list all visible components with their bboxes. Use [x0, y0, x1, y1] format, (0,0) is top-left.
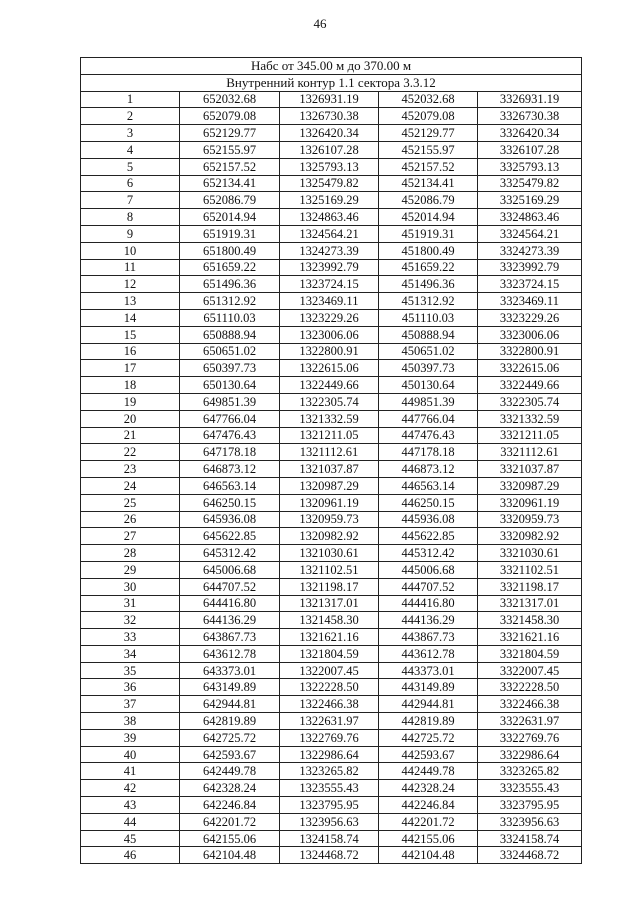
x-alt-coordinate-cell: 447476.43 — [379, 427, 478, 444]
x-alt-coordinate-cell: 445936.08 — [379, 511, 478, 528]
y-coordinate-cell: 1325479.82 — [280, 175, 379, 192]
y-coordinate-cell: 1321621.16 — [280, 629, 379, 646]
table-row — [81, 293, 582, 310]
x-coordinate-cell: 646873.12 — [180, 461, 280, 478]
x-coordinate-cell: 642246.84 — [180, 797, 280, 814]
x-alt-coordinate-cell: 451312.92 — [379, 293, 478, 310]
x-alt-coordinate-cell: 443612.78 — [379, 645, 478, 662]
contour-title-header: Внутренний контур 1.1 сектора 3.3.12 — [81, 74, 582, 91]
y-coordinate-cell: 1323469.11 — [280, 293, 379, 310]
y-coordinate-cell: 1322007.45 — [280, 662, 379, 679]
x-alt-coordinate-cell: 450888.94 — [379, 326, 478, 343]
y-coordinate-cell: 1322228.50 — [280, 679, 379, 696]
y-coordinate-cell: 1321102.51 — [280, 561, 379, 578]
x-alt-coordinate-cell: 451659.22 — [379, 259, 478, 276]
y-alt-coordinate-cell: 3325169.29 — [478, 192, 582, 209]
y-coordinate-cell: 1323795.95 — [280, 797, 379, 814]
table-row — [81, 645, 582, 662]
y-alt-coordinate-cell: 3326931.19 — [478, 91, 582, 108]
x-coordinate-cell: 643867.73 — [180, 629, 280, 646]
point-number-cell: 33 — [81, 629, 180, 646]
y-alt-coordinate-cell: 3324158.74 — [478, 830, 582, 847]
y-alt-coordinate-cell: 3323469.11 — [478, 293, 582, 310]
y-alt-coordinate-cell: 3324564.21 — [478, 225, 582, 242]
table-row — [81, 696, 582, 713]
x-coordinate-cell: 642944.81 — [180, 696, 280, 713]
x-coordinate-cell: 647766.04 — [180, 410, 280, 427]
y-coordinate-cell: 1322615.06 — [280, 360, 379, 377]
y-alt-coordinate-cell: 3322449.66 — [478, 377, 582, 394]
y-coordinate-cell: 1323724.15 — [280, 276, 379, 293]
y-coordinate-cell: 1322449.66 — [280, 377, 379, 394]
point-number-cell: 10 — [81, 242, 180, 259]
y-coordinate-cell: 1325793.13 — [280, 158, 379, 175]
table-row — [81, 125, 582, 142]
point-number-cell: 24 — [81, 477, 180, 494]
x-alt-coordinate-cell: 446873.12 — [379, 461, 478, 478]
x-coordinate-cell: 651496.36 — [180, 276, 280, 293]
y-coordinate-cell: 1323229.26 — [280, 309, 379, 326]
x-alt-coordinate-cell: 445622.85 — [379, 528, 478, 545]
coordinates-table — [80, 57, 582, 864]
y-alt-coordinate-cell: 3320959.73 — [478, 511, 582, 528]
y-coordinate-cell: 1321211.05 — [280, 427, 379, 444]
x-coordinate-cell: 652032.68 — [180, 91, 280, 108]
x-coordinate-cell: 644707.52 — [180, 578, 280, 595]
y-alt-coordinate-cell: 3322631.97 — [478, 713, 582, 730]
x-alt-coordinate-cell: 442328.24 — [379, 780, 478, 797]
y-alt-coordinate-cell: 3322228.50 — [478, 679, 582, 696]
y-alt-coordinate-cell: 3321804.59 — [478, 645, 582, 662]
point-number-cell: 20 — [81, 410, 180, 427]
table-row — [81, 797, 582, 814]
table-row — [81, 830, 582, 847]
y-alt-coordinate-cell: 3323265.82 — [478, 763, 582, 780]
point-number-cell: 5 — [81, 158, 180, 175]
y-alt-coordinate-cell: 3324273.39 — [478, 242, 582, 259]
point-number-cell: 16 — [81, 343, 180, 360]
y-coordinate-cell: 1320961.19 — [280, 494, 379, 511]
point-number-cell: 22 — [81, 444, 180, 461]
y-coordinate-cell: 1323956.63 — [280, 813, 379, 830]
y-coordinate-cell: 1321030.61 — [280, 545, 379, 562]
y-coordinate-cell: 1324468.72 — [280, 847, 379, 864]
table-row — [81, 612, 582, 629]
y-alt-coordinate-cell: 3321317.01 — [478, 595, 582, 612]
point-number-cell: 44 — [81, 813, 180, 830]
y-alt-coordinate-cell: 3321458.30 — [478, 612, 582, 629]
x-coordinate-cell: 645622.85 — [180, 528, 280, 545]
x-coordinate-cell: 646250.15 — [180, 494, 280, 511]
x-coordinate-cell: 651110.03 — [180, 309, 280, 326]
point-number-cell: 46 — [81, 847, 180, 864]
table-header-row — [81, 58, 582, 75]
y-alt-coordinate-cell: 3326730.38 — [478, 108, 582, 125]
point-number-cell: 18 — [81, 377, 180, 394]
y-alt-coordinate-cell: 3325479.82 — [478, 175, 582, 192]
point-number-cell: 42 — [81, 780, 180, 797]
x-alt-coordinate-cell: 450651.02 — [379, 343, 478, 360]
point-number-cell: 40 — [81, 746, 180, 763]
table-row — [81, 713, 582, 730]
point-number-cell: 43 — [81, 797, 180, 814]
table-row — [81, 427, 582, 444]
point-number-cell: 45 — [81, 830, 180, 847]
x-coordinate-cell: 651312.92 — [180, 293, 280, 310]
table-row — [81, 578, 582, 595]
x-alt-coordinate-cell: 444136.29 — [379, 612, 478, 629]
x-alt-coordinate-cell: 442104.48 — [379, 847, 478, 864]
point-number-cell: 1 — [81, 91, 180, 108]
x-alt-coordinate-cell: 452134.41 — [379, 175, 478, 192]
x-alt-coordinate-cell: 442593.67 — [379, 746, 478, 763]
x-coordinate-cell: 652079.08 — [180, 108, 280, 125]
y-alt-coordinate-cell: 3321211.05 — [478, 427, 582, 444]
y-alt-coordinate-cell: 3325793.13 — [478, 158, 582, 175]
y-alt-coordinate-cell: 3322615.06 — [478, 360, 582, 377]
table-row — [81, 813, 582, 830]
x-alt-coordinate-cell: 452086.79 — [379, 192, 478, 209]
x-alt-coordinate-cell: 447766.04 — [379, 410, 478, 427]
y-alt-coordinate-cell: 3326107.28 — [478, 141, 582, 158]
y-coordinate-cell: 1324158.74 — [280, 830, 379, 847]
x-alt-coordinate-cell: 443373.01 — [379, 662, 478, 679]
y-alt-coordinate-cell: 3321112.61 — [478, 444, 582, 461]
table-row — [81, 141, 582, 158]
y-coordinate-cell: 1322800.91 — [280, 343, 379, 360]
table-row — [81, 494, 582, 511]
y-coordinate-cell: 1322986.64 — [280, 746, 379, 763]
y-coordinate-cell: 1322305.74 — [280, 393, 379, 410]
table-row — [81, 629, 582, 646]
x-alt-coordinate-cell: 452014.94 — [379, 209, 478, 226]
x-coordinate-cell: 643373.01 — [180, 662, 280, 679]
x-alt-coordinate-cell: 442944.81 — [379, 696, 478, 713]
table-row — [81, 444, 582, 461]
table-row — [81, 729, 582, 746]
y-alt-coordinate-cell: 3322007.45 — [478, 662, 582, 679]
point-number-cell: 14 — [81, 309, 180, 326]
x-alt-coordinate-cell: 443149.89 — [379, 679, 478, 696]
y-alt-coordinate-cell: 3323956.63 — [478, 813, 582, 830]
y-coordinate-cell: 1321198.17 — [280, 578, 379, 595]
x-coordinate-cell: 642328.24 — [180, 780, 280, 797]
point-number-cell: 17 — [81, 360, 180, 377]
point-number-cell: 6 — [81, 175, 180, 192]
x-coordinate-cell: 650397.73 — [180, 360, 280, 377]
table-row — [81, 461, 582, 478]
table-row — [81, 91, 582, 108]
x-alt-coordinate-cell: 451919.31 — [379, 225, 478, 242]
y-coordinate-cell: 1323555.43 — [280, 780, 379, 797]
x-alt-coordinate-cell: 442201.72 — [379, 813, 478, 830]
point-number-cell: 9 — [81, 225, 180, 242]
y-coordinate-cell: 1322631.97 — [280, 713, 379, 730]
table-row — [81, 511, 582, 528]
table-row — [81, 377, 582, 394]
y-alt-coordinate-cell: 3321198.17 — [478, 578, 582, 595]
x-coordinate-cell: 642104.48 — [180, 847, 280, 864]
y-alt-coordinate-cell: 3326420.34 — [478, 125, 582, 142]
x-alt-coordinate-cell: 442155.06 — [379, 830, 478, 847]
table-row — [81, 343, 582, 360]
x-alt-coordinate-cell: 450397.73 — [379, 360, 478, 377]
x-coordinate-cell: 645312.42 — [180, 545, 280, 562]
x-alt-coordinate-cell: 451496.36 — [379, 276, 478, 293]
x-coordinate-cell: 652014.94 — [180, 209, 280, 226]
table-subheader-row — [81, 74, 582, 91]
x-coordinate-cell: 647476.43 — [180, 427, 280, 444]
point-number-cell: 15 — [81, 326, 180, 343]
x-alt-coordinate-cell: 446563.14 — [379, 477, 478, 494]
x-coordinate-cell: 642155.06 — [180, 830, 280, 847]
y-coordinate-cell: 1326730.38 — [280, 108, 379, 125]
y-alt-coordinate-cell: 3324863.46 — [478, 209, 582, 226]
y-alt-coordinate-cell: 3324468.72 — [478, 847, 582, 864]
point-number-cell: 23 — [81, 461, 180, 478]
point-number-cell: 3 — [81, 125, 180, 142]
table-row — [81, 746, 582, 763]
table-row — [81, 561, 582, 578]
y-coordinate-cell: 1321458.30 — [280, 612, 379, 629]
table-row — [81, 393, 582, 410]
point-number-cell: 19 — [81, 393, 180, 410]
point-number-cell: 21 — [81, 427, 180, 444]
table-row — [81, 158, 582, 175]
y-alt-coordinate-cell: 3321621.16 — [478, 629, 582, 646]
y-coordinate-cell: 1322466.38 — [280, 696, 379, 713]
table-row — [81, 360, 582, 377]
x-coordinate-cell: 645006.68 — [180, 561, 280, 578]
y-coordinate-cell: 1326931.19 — [280, 91, 379, 108]
y-coordinate-cell: 1324273.39 — [280, 242, 379, 259]
x-alt-coordinate-cell: 442725.72 — [379, 729, 478, 746]
x-alt-coordinate-cell: 452157.52 — [379, 158, 478, 175]
y-coordinate-cell: 1323265.82 — [280, 763, 379, 780]
y-coordinate-cell: 1325169.29 — [280, 192, 379, 209]
y-alt-coordinate-cell: 3322466.38 — [478, 696, 582, 713]
table-row — [81, 209, 582, 226]
point-number-cell: 39 — [81, 729, 180, 746]
x-coordinate-cell: 643149.89 — [180, 679, 280, 696]
y-alt-coordinate-cell: 3323992.79 — [478, 259, 582, 276]
x-coordinate-cell: 650130.64 — [180, 377, 280, 394]
y-alt-coordinate-cell: 3322769.76 — [478, 729, 582, 746]
x-alt-coordinate-cell: 443867.73 — [379, 629, 478, 646]
y-alt-coordinate-cell: 3323555.43 — [478, 780, 582, 797]
point-number-cell: 41 — [81, 763, 180, 780]
y-alt-coordinate-cell: 3320961.19 — [478, 494, 582, 511]
x-alt-coordinate-cell: 452032.68 — [379, 91, 478, 108]
x-alt-coordinate-cell: 445006.68 — [379, 561, 478, 578]
y-coordinate-cell: 1324564.21 — [280, 225, 379, 242]
point-number-cell: 4 — [81, 141, 180, 158]
x-coordinate-cell: 642725.72 — [180, 729, 280, 746]
y-alt-coordinate-cell: 3321030.61 — [478, 545, 582, 562]
x-coordinate-cell: 644416.80 — [180, 595, 280, 612]
y-alt-coordinate-cell: 3322305.74 — [478, 393, 582, 410]
y-coordinate-cell: 1321804.59 — [280, 645, 379, 662]
x-alt-coordinate-cell: 442819.89 — [379, 713, 478, 730]
point-number-cell: 37 — [81, 696, 180, 713]
x-coordinate-cell: 647178.18 — [180, 444, 280, 461]
x-alt-coordinate-cell: 442246.84 — [379, 797, 478, 814]
point-number-cell: 27 — [81, 528, 180, 545]
x-coordinate-cell: 651659.22 — [180, 259, 280, 276]
point-number-cell: 25 — [81, 494, 180, 511]
x-alt-coordinate-cell: 449851.39 — [379, 393, 478, 410]
y-alt-coordinate-cell: 3321332.59 — [478, 410, 582, 427]
y-alt-coordinate-cell: 3323724.15 — [478, 276, 582, 293]
x-coordinate-cell: 642593.67 — [180, 746, 280, 763]
x-alt-coordinate-cell: 447178.18 — [379, 444, 478, 461]
table-row — [81, 242, 582, 259]
table-row — [81, 410, 582, 427]
x-coordinate-cell: 644136.29 — [180, 612, 280, 629]
y-alt-coordinate-cell: 3323795.95 — [478, 797, 582, 814]
table-row — [81, 679, 582, 696]
y-alt-coordinate-cell: 3322800.91 — [478, 343, 582, 360]
y-coordinate-cell: 1320982.92 — [280, 528, 379, 545]
y-coordinate-cell: 1321317.01 — [280, 595, 379, 612]
y-alt-coordinate-cell: 3323006.06 — [478, 326, 582, 343]
table-row — [81, 763, 582, 780]
x-coordinate-cell: 652086.79 — [180, 192, 280, 209]
x-coordinate-cell: 651919.31 — [180, 225, 280, 242]
x-alt-coordinate-cell: 451110.03 — [379, 309, 478, 326]
table-row — [81, 780, 582, 797]
x-coordinate-cell: 650888.94 — [180, 326, 280, 343]
table-row — [81, 528, 582, 545]
x-coordinate-cell: 652129.77 — [180, 125, 280, 142]
y-coordinate-cell: 1326420.34 — [280, 125, 379, 142]
point-number-cell: 28 — [81, 545, 180, 562]
table-row — [81, 175, 582, 192]
table-row — [81, 545, 582, 562]
point-number-cell: 11 — [81, 259, 180, 276]
y-alt-coordinate-cell: 3322986.64 — [478, 746, 582, 763]
x-coordinate-cell: 649851.39 — [180, 393, 280, 410]
point-number-cell: 31 — [81, 595, 180, 612]
table-row — [81, 477, 582, 494]
y-coordinate-cell: 1321037.87 — [280, 461, 379, 478]
x-alt-coordinate-cell: 452129.77 — [379, 125, 478, 142]
x-coordinate-cell: 645936.08 — [180, 511, 280, 528]
x-alt-coordinate-cell: 450130.64 — [379, 377, 478, 394]
y-alt-coordinate-cell: 3323229.26 — [478, 309, 582, 326]
point-number-cell: 34 — [81, 645, 180, 662]
point-number-cell: 26 — [81, 511, 180, 528]
x-coordinate-cell: 652157.52 — [180, 158, 280, 175]
point-number-cell: 36 — [81, 679, 180, 696]
table-row — [81, 847, 582, 864]
y-alt-coordinate-cell: 3320982.92 — [478, 528, 582, 545]
y-coordinate-cell: 1323992.79 — [280, 259, 379, 276]
x-coordinate-cell: 652155.97 — [180, 141, 280, 158]
y-coordinate-cell: 1323006.06 — [280, 326, 379, 343]
y-alt-coordinate-cell: 3320987.29 — [478, 477, 582, 494]
x-coordinate-cell: 642449.78 — [180, 763, 280, 780]
point-number-cell: 13 — [81, 293, 180, 310]
point-number-cell: 29 — [81, 561, 180, 578]
y-alt-coordinate-cell: 3321037.87 — [478, 461, 582, 478]
x-alt-coordinate-cell: 445312.42 — [379, 545, 478, 562]
point-number-cell: 35 — [81, 662, 180, 679]
height-range-header: Набс от 345.00 м до 370.00 м — [81, 58, 582, 75]
x-coordinate-cell: 652134.41 — [180, 175, 280, 192]
x-alt-coordinate-cell: 452079.08 — [379, 108, 478, 125]
y-coordinate-cell: 1321112.61 — [280, 444, 379, 461]
x-coordinate-cell: 650651.02 — [180, 343, 280, 360]
x-alt-coordinate-cell: 446250.15 — [379, 494, 478, 511]
point-number-cell: 8 — [81, 209, 180, 226]
table-row — [81, 192, 582, 209]
table-row — [81, 108, 582, 125]
x-alt-coordinate-cell: 444707.52 — [379, 578, 478, 595]
y-coordinate-cell: 1320959.73 — [280, 511, 379, 528]
table-row — [81, 225, 582, 242]
y-coordinate-cell: 1322769.76 — [280, 729, 379, 746]
x-coordinate-cell: 642819.89 — [180, 713, 280, 730]
table-row — [81, 276, 582, 293]
table-row — [81, 662, 582, 679]
table-row — [81, 326, 582, 343]
table-row — [81, 259, 582, 276]
table-row — [81, 309, 582, 326]
y-coordinate-cell: 1321332.59 — [280, 410, 379, 427]
y-coordinate-cell: 1324863.46 — [280, 209, 379, 226]
point-number-cell: 30 — [81, 578, 180, 595]
y-alt-coordinate-cell: 3321102.51 — [478, 561, 582, 578]
point-number-cell: 12 — [81, 276, 180, 293]
x-coordinate-cell: 642201.72 — [180, 813, 280, 830]
y-coordinate-cell: 1326107.28 — [280, 141, 379, 158]
point-number-cell: 38 — [81, 713, 180, 730]
table-row — [81, 595, 582, 612]
x-coordinate-cell: 646563.14 — [180, 477, 280, 494]
point-number-cell: 2 — [81, 108, 180, 125]
x-alt-coordinate-cell: 442449.78 — [379, 763, 478, 780]
point-number-cell: 32 — [81, 612, 180, 629]
y-coordinate-cell: 1320987.29 — [280, 477, 379, 494]
x-alt-coordinate-cell: 452155.97 — [379, 141, 478, 158]
x-coordinate-cell: 651800.49 — [180, 242, 280, 259]
point-number-cell: 7 — [81, 192, 180, 209]
page-number: 46 — [313, 16, 327, 31]
x-alt-coordinate-cell: 444416.80 — [379, 595, 478, 612]
x-coordinate-cell: 643612.78 — [180, 645, 280, 662]
x-alt-coordinate-cell: 451800.49 — [379, 242, 478, 259]
